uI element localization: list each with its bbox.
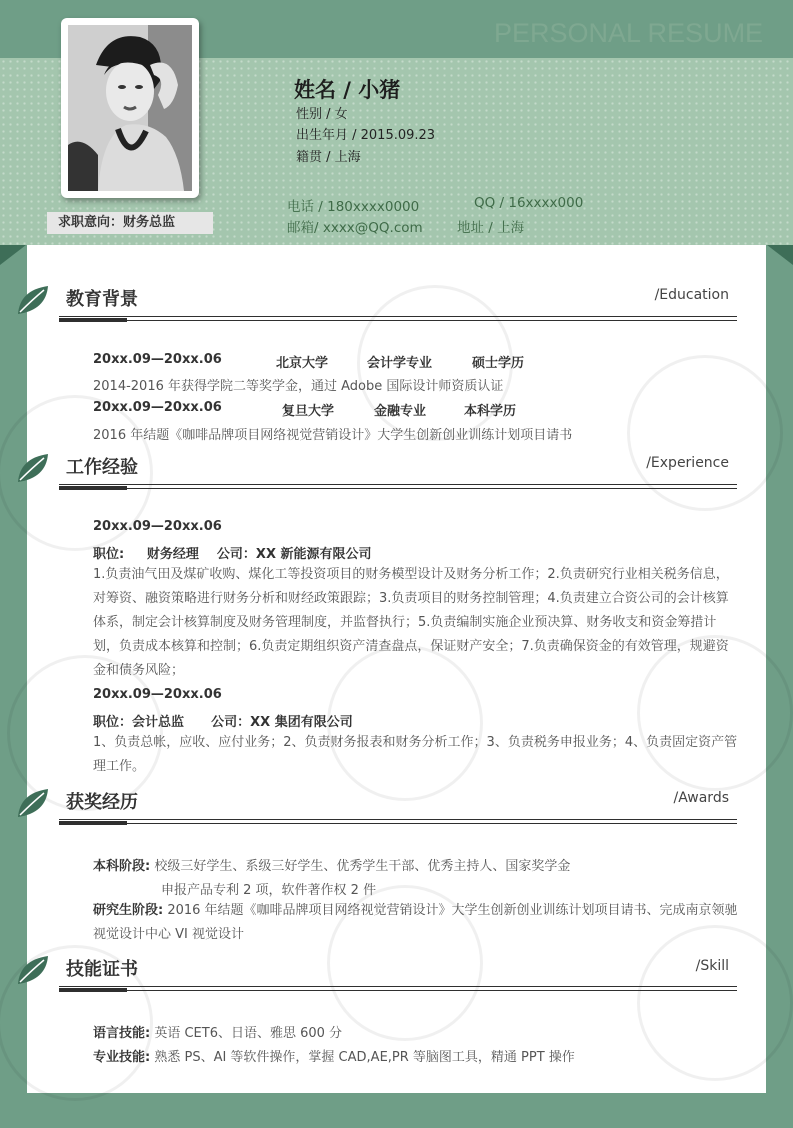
edu-major: 金融专业: [374, 404, 427, 419]
award-label: 研究生阶段:: [93, 903, 164, 918]
section-rule-accent: [59, 821, 127, 825]
section-en-awards: /Awards: [673, 790, 729, 806]
ribbon-fold-right: [767, 245, 793, 265]
qq-field: QQ / 16xxxx000: [474, 195, 584, 211]
job-intent: 求职意向：财务总监: [47, 212, 213, 234]
section-en-education: /Education: [654, 287, 729, 303]
profile-photo: [68, 25, 192, 191]
section-rule-accent: [59, 988, 127, 992]
award-label: 本科阶段:: [93, 859, 151, 874]
address-field: 地址 / 上海: [457, 220, 525, 236]
edu-degree: 硕士学历: [472, 356, 525, 371]
edu-degree: 本科学历: [464, 404, 517, 419]
watermark-stamp: [637, 925, 793, 1081]
email-field: 邮箱/ xxxx@QQ.com: [287, 220, 423, 236]
skill-text: 英语 CET6、日语、雅思 600 分: [154, 1026, 343, 1041]
skill-label: 专业技能:: [93, 1050, 151, 1065]
section-rule: [127, 488, 737, 489]
skill-label: 语言技能:: [93, 1026, 151, 1041]
section-title-skills: 技能证书: [66, 959, 138, 980]
section-rule: [59, 986, 737, 987]
section-rule: [59, 819, 737, 820]
gender-field: 性别 / 女: [296, 107, 348, 122]
section-rule-accent: [59, 318, 127, 322]
skill-language: [93, 1022, 342, 1041]
person-name: 姓名 / 小猪: [294, 78, 401, 102]
portrait-illustration: [68, 25, 192, 191]
edu-school: 北京大学: [276, 356, 329, 371]
award-undergrad-extra: 申报产品专利 2 项，软件著作权 2 件: [161, 883, 377, 898]
edu-period: 20xx.09—20xx.06: [93, 400, 222, 415]
leaf-icon: [16, 452, 50, 484]
skill-text: 熟悉 PS、AI 等软件操作，掌握 CAD,AE,PR 等脑图工具，精通 PPT 操作: [154, 1050, 575, 1065]
edu-period: 20xx.09—20xx.06: [93, 352, 222, 367]
section-rule: [127, 320, 737, 321]
work-desc: 1.负责油气田及煤矿收购、煤化工等投资项目的财务模型设计及财务分析工作；2.负责研究行业相关税务信息，对筹资、融资策略进行财务分析和财经政策跟踪；3.负责项目的财务控制管理；4.负责建立合资公司的会计核算体系，制定会计核算制度及财务管理制度，并监督执行；5.负责编制实施企业预决算、财务收支和资金筹措计划，负责成本核算和控制；6.负责定期组织资产清查盘点，保证财产安全；7.负责确保资金的有效管理，规避资金和债务风险；: [93, 567, 729, 678]
birth-field: 出生年月 / 2015.09.23: [296, 128, 436, 143]
edu-desc: 2016 年结题《咖啡品牌项目网络视觉营销设计》大学生创新创业训练计划项目请书: [93, 428, 573, 443]
work-period: 20xx.09—20xx.06: [93, 519, 222, 534]
phone-field: 电话 / 180xxxx0000: [287, 199, 420, 215]
award-grad: [93, 899, 739, 947]
profile-photo-frame: [61, 18, 199, 198]
hometown-field: 籍贯 / 上海: [296, 150, 361, 165]
section-rule: [59, 484, 737, 485]
edu-desc: 2014-2016 年获得学院二等奖学金，通过 Adobe 国际设计师资质认证: [93, 379, 504, 394]
section-en-work: /Experience: [646, 455, 729, 471]
section-title-work: 工作经验: [66, 457, 138, 478]
ribbon-fold-left: [0, 245, 26, 265]
skill-professional: [93, 1046, 575, 1065]
section-title-awards: 获奖经历: [66, 792, 138, 813]
edu-major: 会计学专业: [367, 356, 433, 371]
section-rule: [127, 990, 737, 991]
edu-school: 复旦大学: [282, 404, 335, 419]
work-role: 职位：会计总监 公司：XX 集团有限公司: [93, 715, 353, 730]
work-period: 20xx.09—20xx.06: [93, 687, 222, 702]
section-rule: [59, 316, 737, 317]
leaf-icon: [16, 954, 50, 986]
section-en-skills: /Skill: [695, 958, 729, 974]
award-undergrad: [93, 855, 570, 874]
section-title-education: 教育背景: [66, 289, 138, 310]
section-rule-accent: [59, 486, 127, 490]
brand-title: PERSONAL RESUME: [494, 18, 764, 48]
work-desc: 1、负责总帐，应收、应付业务；2、负责财务报表和财务分析工作；3、负责税务申报业务；4、负责固定资产管理工作。: [93, 735, 738, 774]
leaf-icon: [16, 787, 50, 819]
award-text: 2016 年结题《咖啡品牌项目网络视觉营销设计》大学生创新创业训练计划项目请书、完成南京领驰视觉设计中心 VI 视觉设计: [93, 903, 738, 942]
leaf-icon: [16, 284, 50, 316]
section-rule: [127, 823, 737, 824]
award-text: 校级三好学生、系级三好学生、优秀学生干部、优秀主持人、国家奖学金: [154, 859, 571, 874]
work-role: 职位: 财务经理 公司：XX 新能源有限公司: [93, 547, 372, 562]
